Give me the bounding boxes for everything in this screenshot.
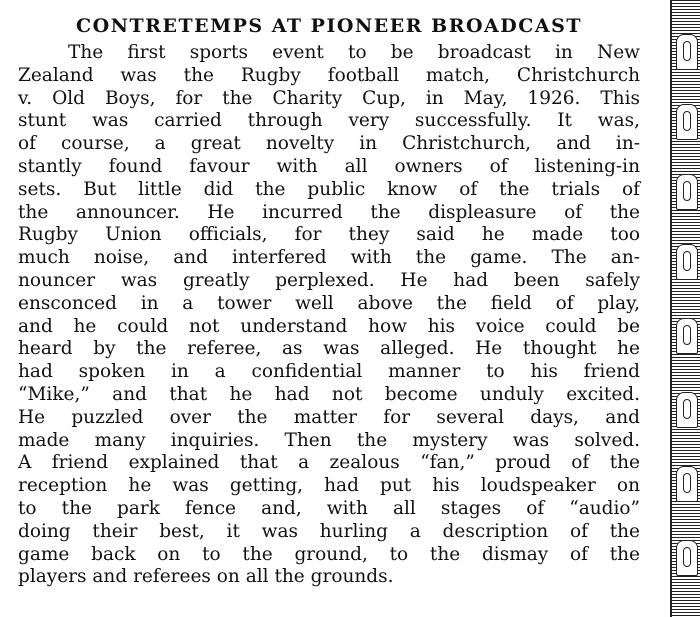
article bbox=[18, 12, 640, 589]
decorative-border bbox=[670, 0, 700, 617]
article-line: doing their best, it was hurling a description of the bbox=[18, 520, 640, 542]
ornament-icon bbox=[676, 392, 698, 428]
article-line: reception he was getting, had put his loudspeaker on bbox=[18, 475, 640, 497]
article-headline: CONTRETEMPS AT PIONEER BROADCAST bbox=[76, 15, 582, 37]
article-line: nouncer was greatly perplexed. He had been safely bbox=[18, 269, 640, 291]
ornament-icon bbox=[676, 318, 698, 354]
article-line: had spoken in a confidential manner to his friend bbox=[18, 361, 640, 383]
article-line: stantly found favour with all owners of listening-in bbox=[18, 155, 640, 177]
article-line: sets. But little did the public know of the trials of bbox=[18, 178, 640, 200]
article-line: heard by the referee, as was alleged. He thought he bbox=[18, 338, 640, 360]
article-line: The first sports event to be broadcast in New bbox=[68, 42, 640, 63]
article-body bbox=[18, 42, 640, 589]
article-line: Rugby Union officials, for they said he made too bbox=[18, 224, 640, 246]
article-line: much noise, and interfered with the game. The an- bbox=[18, 247, 640, 269]
article-line: Zealand was the Rugby football match, Christchurch bbox=[18, 64, 640, 86]
article-line: A friend explained that a zealous “fan,” proud of the bbox=[18, 452, 640, 474]
article-line: v. Old Boys, for the Charity Cup, in May, 1926. This bbox=[18, 87, 640, 109]
article-line: to the park fence and, with all stages of “audio” bbox=[18, 497, 640, 519]
ornament-icon bbox=[676, 244, 698, 280]
ornament-icon bbox=[676, 466, 698, 502]
article-line: stunt was carried through very successfully. It was, bbox=[18, 110, 640, 132]
article-line: “Mike,” and that he had not become unduly excited. bbox=[18, 383, 640, 405]
article-line: the announcer. He incurred the displeasure of the bbox=[18, 201, 640, 223]
article-line: players and referees on all the grounds. bbox=[18, 566, 394, 588]
ornament-icon bbox=[676, 174, 698, 210]
article-line: and he could not understand how his voice could be bbox=[18, 315, 640, 337]
article-line: of course, a great novelty in Christchurch, and in- bbox=[18, 133, 640, 155]
ornament-icon bbox=[676, 540, 698, 576]
article-line: ensconced in a tower well above the field of play, bbox=[18, 292, 640, 314]
ornament-icon bbox=[676, 34, 698, 70]
article-line: He puzzled over the matter for several days, and bbox=[18, 406, 640, 428]
ornament-icon bbox=[676, 104, 698, 140]
article-line: game back on to the ground, to the dismay of the bbox=[18, 543, 640, 565]
article-line: made many inquiries. Then the mystery was solved. bbox=[18, 429, 640, 451]
